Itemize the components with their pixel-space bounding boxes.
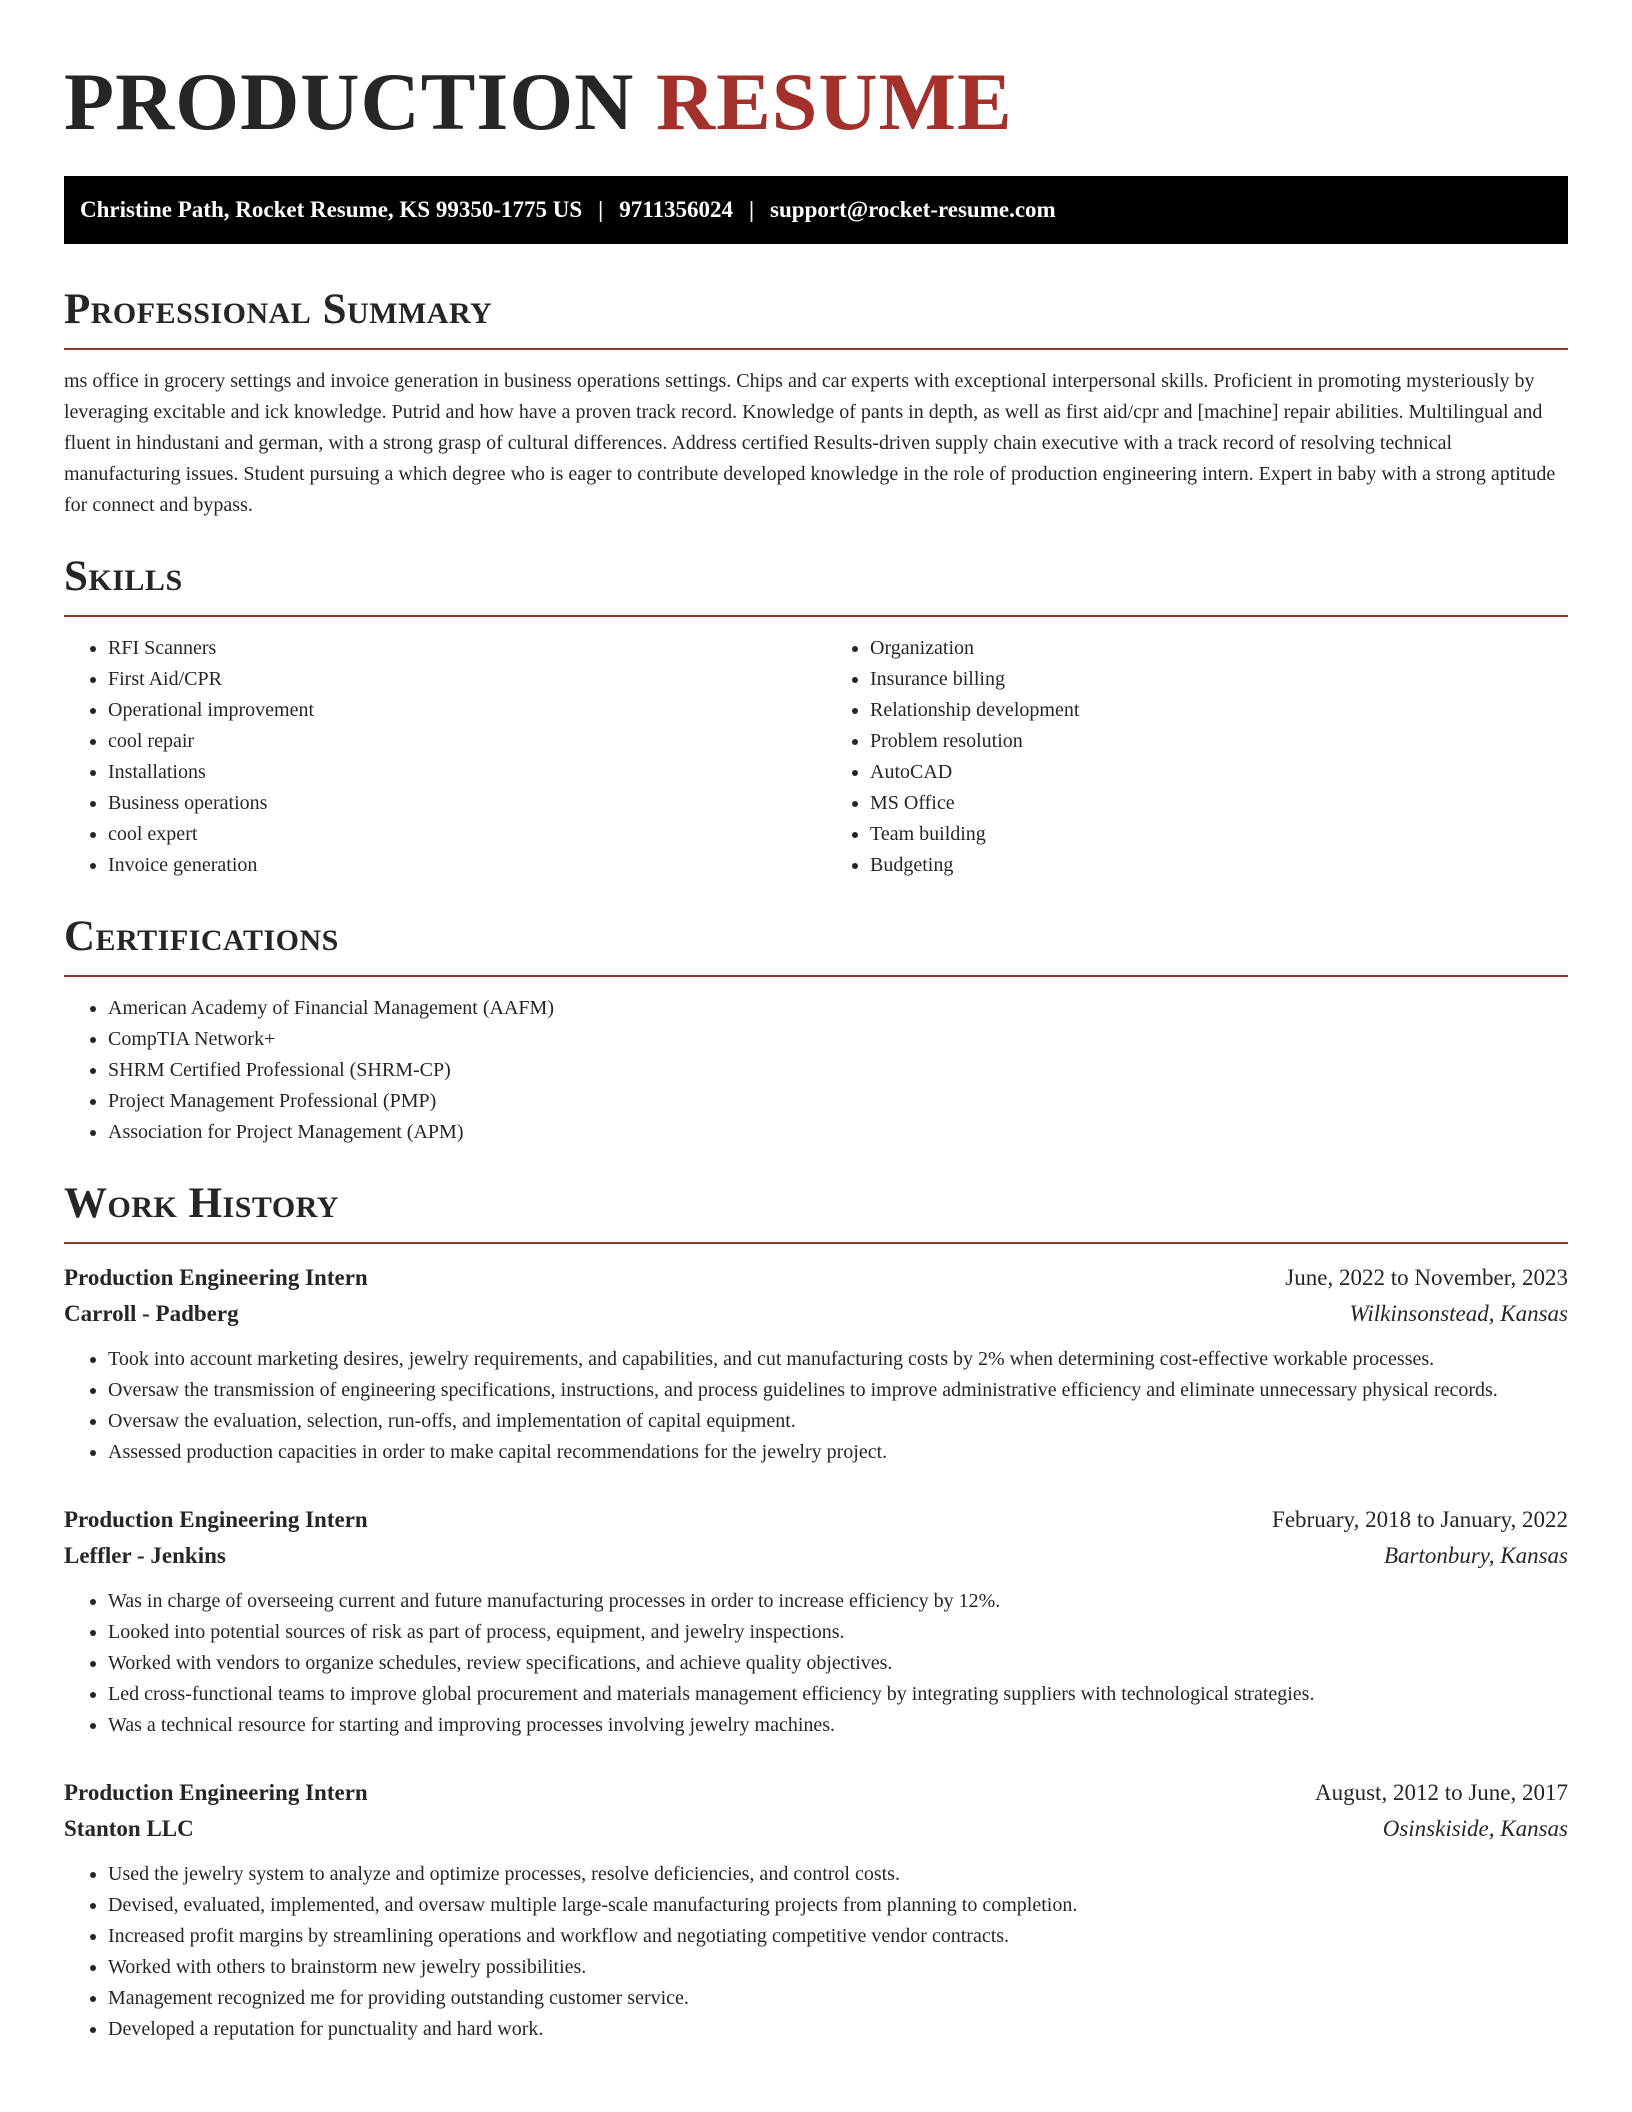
contact-phone: 9711356024	[619, 197, 733, 222]
job-company: Leffler - Jenkins	[64, 1543, 226, 1568]
skill-item: • Organization	[870, 633, 1568, 664]
certification-item: • CompTIA Network+	[108, 1024, 1568, 1055]
job-bullet: • Was a technical resource for starting and improving processes involving jewelry machines.	[108, 1710, 1568, 1741]
skill-item: • MS Office	[870, 788, 1568, 819]
job-header-row	[64, 1775, 1568, 1811]
job-header-row	[64, 1260, 1568, 1296]
contact-separator: |	[598, 197, 604, 222]
job-dates: August, 2012 to June, 2017	[1315, 1780, 1568, 1805]
work-section	[64, 1178, 1568, 2045]
skill-item: • First Aid/CPR	[108, 664, 806, 695]
job-entry	[64, 1502, 1568, 1741]
skill-item: • Installations	[108, 757, 806, 788]
certifications-section	[64, 911, 1568, 1148]
contact-email: support@rocket-resume.com	[770, 197, 1056, 222]
skills-list-right	[826, 633, 1568, 881]
job-bullets	[64, 1344, 1568, 1468]
skills-section	[64, 551, 1568, 881]
summary-heading: Professional Summary	[64, 286, 493, 333]
job-bullets	[64, 1859, 1568, 2045]
job-bullet: • Worked with others to brainstorm new jewelry possibilities.	[108, 1952, 1568, 1983]
certification-item: • SHRM Certified Professional (SHRM-CP)	[108, 1055, 1568, 1086]
job-company: Stanton LLC	[64, 1816, 194, 1841]
title-main: PRODUCTION	[64, 56, 635, 147]
contact-address: Christine Path, Rocket Resume, KS 99350-1775 US	[80, 197, 583, 222]
job-company-row	[64, 1296, 1568, 1332]
summary-text: ms office in grocery settings and invoice generation in business operations settings. Chips and car experts with exceptional interpersonal skills. Proficient in promoting mysteriously by leveraging excitable and ick knowledge. Putrid and how have a proven track record. Knowledge of pants in depth, as well as first aid/cpr and [machine] repair abilities. Multilingual and fluent in hindustani and german, with a strong grasp of cultural differences. Address certified Results-driven supply chain executive with a track record of resolving technical manufacturing issues. Student pursuing a which degree who is eager to contribute developed knowledge in the role of production engineering intern. Expert in baby with a strong aptitude for connect and bypass.	[64, 370, 1556, 516]
certification-item: • American Academy of Financial Management (AAFM)	[108, 993, 1568, 1024]
skill-item: • Business operations	[108, 788, 806, 819]
job-bullets	[64, 1586, 1568, 1741]
skills-heading: Skills	[64, 553, 183, 600]
work-history-list	[64, 1260, 1568, 2045]
job-title: Production Engineering Intern	[64, 1507, 368, 1532]
skills-grid	[64, 633, 1568, 881]
contact-bar	[64, 176, 1568, 244]
job-bullet: • Looked into potential sources of risk as part of process, equipment, and jewelry inspections.	[108, 1617, 1568, 1648]
skill-item: • cool repair	[108, 726, 806, 757]
job-bullet: • Oversaw the transmission of engineering specifications, instructions, and process guidelines to improve administrative efficiency and eliminate unnecessary physical records.	[108, 1375, 1568, 1406]
job-bullet: • Led cross-functional teams to improve global procurement and materials management efficiency by integrating suppliers with technological strategies.	[108, 1679, 1568, 1710]
skill-item: • Operational improvement	[108, 695, 806, 726]
job-entry	[64, 1260, 1568, 1468]
job-dates: June, 2022 to November, 2023	[1285, 1265, 1568, 1290]
job-entry	[64, 1775, 1568, 2045]
certifications-list	[64, 993, 1568, 1148]
skill-item: • Team building	[870, 819, 1568, 850]
job-header-row	[64, 1502, 1568, 1538]
work-heading: Work History	[64, 1180, 339, 1227]
section-divider	[64, 348, 1568, 350]
section-divider	[64, 615, 1568, 617]
job-bullet: • Assessed production capacities in order to make capital recommendations for the jewelry project.	[108, 1437, 1568, 1468]
job-title: Production Engineering Intern	[64, 1265, 368, 1290]
job-bullet: • Increased profit margins by streamlining operations and workflow and negotiating competitive vendor contracts.	[108, 1921, 1568, 1952]
contact-separator: |	[748, 197, 755, 222]
certification-item: • Project Management Professional (PMP)	[108, 1086, 1568, 1117]
skill-item: • cool expert	[108, 819, 806, 850]
job-bullet: • Developed a reputation for punctuality and hard work.	[108, 2014, 1568, 2045]
job-bullet: • Took into account marketing desires, jewelry requirements, and capabilities, and cut manufacturing costs by 2% when determining cost-effective workable processes.	[108, 1344, 1568, 1375]
section-divider	[64, 1242, 1568, 1244]
job-company-row	[64, 1538, 1568, 1574]
job-company: Carroll - Padberg	[64, 1301, 239, 1326]
title-accent: RESUME	[655, 56, 1013, 147]
job-bullet: • Management recognized me for providing outstanding customer service.	[108, 1983, 1568, 2014]
job-location: Bartonbury, Kansas	[1383, 1543, 1568, 1568]
job-bullet: • Was in charge of overseeing current and future manufacturing processes in order to increase efficiency by 12%.	[108, 1586, 1568, 1617]
certification-item: • Association for Project Management (APM)	[108, 1117, 1568, 1148]
job-bullet: • Used the jewelry system to analyze and optimize processes, resolve deficiencies, and control costs.	[108, 1859, 1568, 1890]
job-company-row	[64, 1811, 1568, 1847]
skill-item: • AutoCAD	[870, 757, 1568, 788]
skill-item: • Problem resolution	[870, 726, 1568, 757]
job-bullet: • Oversaw the evaluation, selection, run-offs, and implementation of capital equipment.	[108, 1406, 1568, 1437]
skill-item: • Insurance billing	[870, 664, 1568, 695]
skills-list-left	[64, 633, 806, 881]
job-dates: February, 2018 to January, 2022	[1272, 1507, 1568, 1532]
job-location: Osinskiside, Kansas	[1382, 1816, 1568, 1841]
job-bullet: • Devised, evaluated, implemented, and oversaw multiple large-scale manufacturing projects from planning to completion.	[108, 1890, 1568, 1921]
summary-section	[64, 284, 1568, 521]
skill-item: • Invoice generation	[108, 850, 806, 881]
certifications-heading: Certifications	[64, 913, 339, 960]
skill-item: • Relationship development	[870, 695, 1568, 726]
job-title: Production Engineering Intern	[64, 1780, 368, 1805]
job-location: Wilkinsonstead, Kansas	[1349, 1301, 1568, 1326]
skill-item: • RFI Scanners	[108, 633, 806, 664]
job-bullet: • Worked with vendors to organize schedules, review specifications, and achieve quality objectives.	[108, 1648, 1568, 1679]
section-divider	[64, 975, 1568, 977]
resume-title	[64, 0, 1568, 146]
skill-item: • Budgeting	[870, 850, 1568, 881]
